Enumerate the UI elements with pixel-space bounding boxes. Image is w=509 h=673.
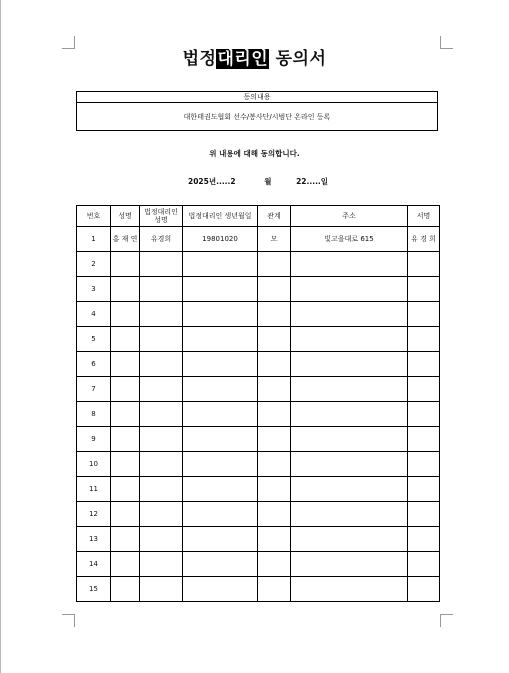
- agreement-statement: 위 내용에 대해 동의합니다.: [209, 149, 300, 158]
- cell-address[interactable]: [291, 402, 408, 427]
- date-year-fill: .....: [216, 177, 231, 186]
- cell-signature[interactable]: [408, 452, 440, 477]
- cell-name[interactable]: [111, 452, 140, 477]
- cell-guardian-birthdate[interactable]: [183, 477, 258, 502]
- cell-signature[interactable]: [408, 277, 440, 302]
- row-number[interactable]: 9: [77, 427, 111, 452]
- cell-relation[interactable]: [258, 577, 291, 602]
- row-number[interactable]: 14: [77, 552, 111, 577]
- cell-guardian-birthdate[interactable]: [183, 402, 258, 427]
- cell-signature[interactable]: [408, 252, 440, 277]
- cell-address[interactable]: [291, 377, 408, 402]
- cell-relation[interactable]: [258, 527, 291, 552]
- cell-relation[interactable]: [258, 352, 291, 377]
- table-row: [77, 402, 440, 427]
- cell-relation[interactable]: [258, 502, 291, 527]
- cell-name[interactable]: [111, 402, 140, 427]
- cell-relation[interactable]: [258, 327, 291, 352]
- cell-name[interactable]: [111, 552, 140, 577]
- row-number[interactable]: 10: [77, 452, 111, 477]
- cell-address[interactable]: [291, 527, 408, 552]
- cell-guardian-birthdate[interactable]: [183, 527, 258, 552]
- table-row: [77, 502, 440, 527]
- cell-guardian-name[interactable]: [140, 377, 183, 402]
- cell-guardian-name[interactable]: [140, 302, 183, 327]
- document-title: [0, 44, 509, 69]
- cell-guardian-name[interactable]: [140, 577, 183, 602]
- title-selected-text[interactable]: 대리인: [217, 49, 269, 69]
- title-part-1: 법정: [182, 49, 217, 69]
- cell-guardian-birthdate[interactable]: [183, 377, 258, 402]
- cell-relation[interactable]: 모: [258, 227, 291, 252]
- cell-guardian-birthdate[interactable]: [183, 277, 258, 302]
- consent-box-heading: 동의내용: [77, 92, 437, 103]
- cell-address[interactable]: [291, 277, 408, 302]
- cell-guardian-birthdate[interactable]: [183, 327, 258, 352]
- row-number[interactable]: 15: [77, 577, 111, 602]
- cell-signature[interactable]: [408, 402, 440, 427]
- table-row: [77, 552, 440, 577]
- cell-name[interactable]: [111, 352, 140, 377]
- cell-signature[interactable]: [408, 477, 440, 502]
- table-row: [77, 427, 440, 452]
- cell-guardian-birthdate[interactable]: [183, 252, 258, 277]
- cell-guardian-name[interactable]: [140, 477, 183, 502]
- cell-signature[interactable]: [408, 577, 440, 602]
- cell-name[interactable]: [111, 427, 140, 452]
- consent-box-content: 대한태권도협회 선수/봉사단/시범단 온라인 등록: [183, 113, 331, 121]
- table-row: [77, 527, 440, 552]
- table-row: [77, 252, 440, 277]
- cell-signature[interactable]: [408, 377, 440, 402]
- cell-signature[interactable]: [408, 527, 440, 552]
- table-row: [77, 302, 440, 327]
- cell-address[interactable]: [291, 452, 408, 477]
- header-guardian-birthdate: 법정대리인 생년월일: [183, 206, 258, 227]
- cell-guardian-name[interactable]: [140, 277, 183, 302]
- table-header-row: [77, 206, 440, 227]
- row-number[interactable]: 2: [77, 252, 111, 277]
- page-edge: [0, 0, 1, 673]
- cell-name[interactable]: [111, 477, 140, 502]
- cell-signature[interactable]: [408, 502, 440, 527]
- header-name: 성명: [111, 206, 140, 227]
- cell-guardian-name[interactable]: [140, 327, 183, 352]
- crop-mark-bottom-right: [440, 614, 453, 627]
- table-row: [77, 227, 440, 252]
- cell-relation[interactable]: [258, 252, 291, 277]
- table-row: [77, 327, 440, 352]
- cell-name[interactable]: 홍 재 연: [111, 227, 140, 252]
- row-number[interactable]: 1: [77, 227, 111, 252]
- row-number[interactable]: 3: [77, 277, 111, 302]
- cell-name[interactable]: [111, 302, 140, 327]
- cell-signature[interactable]: 유 경 희: [408, 227, 440, 252]
- cell-relation[interactable]: [258, 452, 291, 477]
- cell-relation[interactable]: [258, 552, 291, 577]
- header-guardian-name: 법정대리인 성명: [140, 206, 183, 227]
- date-day: 22: [296, 177, 307, 186]
- row-number[interactable]: 11: [77, 477, 111, 502]
- cell-guardian-name[interactable]: [140, 402, 183, 427]
- table-row: [77, 352, 440, 377]
- row-number[interactable]: 7: [77, 377, 111, 402]
- date-line: [188, 176, 328, 187]
- table-row: [77, 377, 440, 402]
- cell-signature[interactable]: [408, 327, 440, 352]
- row-number[interactable]: 13: [77, 527, 111, 552]
- cell-guardian-name[interactable]: [140, 552, 183, 577]
- header-relation: 관계: [258, 206, 291, 227]
- row-number[interactable]: 4: [77, 302, 111, 327]
- cell-relation[interactable]: [258, 477, 291, 502]
- cell-address[interactable]: 빛고을대로 615: [291, 227, 408, 252]
- cell-guardian-birthdate[interactable]: [183, 427, 258, 452]
- cell-address[interactable]: [291, 427, 408, 452]
- cell-guardian-name[interactable]: [140, 527, 183, 552]
- table-row: [77, 452, 440, 477]
- table-row: [77, 277, 440, 302]
- cell-relation[interactable]: [258, 427, 291, 452]
- consent-content-box: [76, 91, 438, 131]
- row-number[interactable]: 8: [77, 402, 111, 427]
- cell-guardian-name[interactable]: [140, 427, 183, 452]
- cell-address[interactable]: [291, 552, 408, 577]
- cell-guardian-birthdate[interactable]: [183, 502, 258, 527]
- cell-address[interactable]: [291, 577, 408, 602]
- header-address: 주소: [291, 206, 408, 227]
- date-year: 2025년: [188, 177, 217, 186]
- cell-name[interactable]: [111, 277, 140, 302]
- header-number: 번호: [77, 206, 111, 227]
- cell-signature[interactable]: [408, 302, 440, 327]
- cell-name[interactable]: [111, 577, 140, 602]
- cell-signature[interactable]: [408, 352, 440, 377]
- cell-guardian-name[interactable]: [140, 352, 183, 377]
- cell-name[interactable]: [111, 502, 140, 527]
- cell-name[interactable]: [111, 377, 140, 402]
- cell-guardian-birthdate[interactable]: [183, 302, 258, 327]
- table-row: [77, 477, 440, 502]
- cell-address[interactable]: [291, 502, 408, 527]
- cell-address[interactable]: [291, 252, 408, 277]
- cell-guardian-name[interactable]: [140, 502, 183, 527]
- cell-guardian-name[interactable]: [140, 252, 183, 277]
- cell-signature[interactable]: [408, 552, 440, 577]
- cell-address[interactable]: [291, 327, 408, 352]
- date-month: 2: [230, 177, 236, 186]
- cell-relation[interactable]: [258, 302, 291, 327]
- crop-mark-bottom-left: [62, 614, 75, 627]
- date-day-fill: .....: [306, 177, 321, 186]
- cell-guardian-birthdate[interactable]: [183, 352, 258, 377]
- date-day-unit: 일: [320, 177, 329, 186]
- cell-address[interactable]: [291, 302, 408, 327]
- cell-guardian-birthdate[interactable]: [183, 452, 258, 477]
- cell-signature[interactable]: [408, 427, 440, 452]
- cell-guardian-birthdate[interactable]: [183, 577, 258, 602]
- cell-guardian-birthdate[interactable]: 19801020: [183, 227, 258, 252]
- row-number[interactable]: 12: [77, 502, 111, 527]
- cell-relation[interactable]: [258, 402, 291, 427]
- cell-address[interactable]: [291, 352, 408, 377]
- title-part-2: 동의서: [269, 49, 327, 69]
- row-number[interactable]: 6: [77, 352, 111, 377]
- cell-name[interactable]: [111, 527, 140, 552]
- header-signature: 서명: [408, 206, 440, 227]
- date-month-unit: 월: [264, 177, 272, 186]
- cell-address[interactable]: [291, 477, 408, 502]
- cell-guardian-birthdate[interactable]: [183, 552, 258, 577]
- cell-relation[interactable]: [258, 377, 291, 402]
- table-row: [77, 577, 440, 602]
- cell-relation[interactable]: [258, 277, 291, 302]
- row-number[interactable]: 5: [77, 327, 111, 352]
- cell-guardian-name[interactable]: [140, 452, 183, 477]
- cell-name[interactable]: [111, 252, 140, 277]
- cell-guardian-name[interactable]: 유경희: [140, 227, 183, 252]
- guardian-consent-table: [76, 205, 440, 602]
- cell-name[interactable]: [111, 327, 140, 352]
